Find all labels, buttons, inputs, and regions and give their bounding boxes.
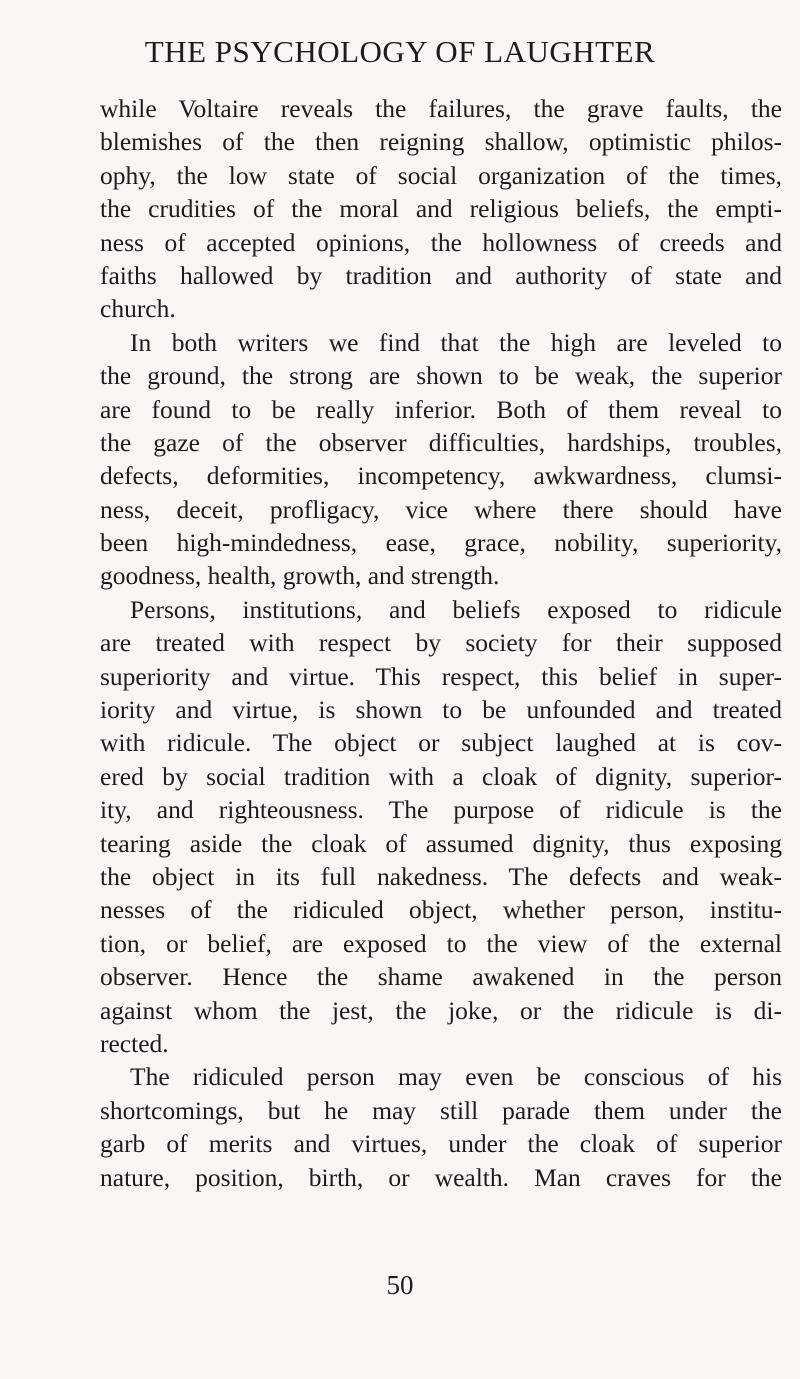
text-line: garb of merits and virtues, under the cloak of superior [100, 1129, 782, 1159]
text-line: are treated with respect by society for their supposed [100, 628, 782, 658]
text-line: observer. Hence the shame awakened in the person [100, 962, 782, 992]
body-text [100, 92, 782, 1194]
page-number: 50 [386, 1270, 414, 1300]
paragraph [100, 1060, 782, 1194]
text-line: with ridicule. The object or subject laughed at is cov- [100, 728, 782, 758]
text-line: been high-mindedness, ease, grace, nobility, superiority, [100, 528, 782, 558]
text-line: defects, deformities, incompetency, awkwardness, clumsi- [100, 461, 782, 491]
paragraph [100, 326, 782, 593]
text-line: while Voltaire reveals the failures, the grave faults, the [100, 94, 782, 123]
text-line: the crudities of the moral and religious beliefs, the empti- [100, 194, 782, 224]
text-line: rected. [100, 1028, 169, 1058]
paragraph [100, 92, 782, 326]
running-head: THE PSYCHOLOGY OF LAUGHTER [144, 34, 656, 69]
text-line: ness of accepted opinions, the hollowness of creeds and [100, 227, 782, 257]
paragraph [100, 593, 782, 1060]
text-line: Persons, institutions, and beliefs exposed to ridicule [130, 594, 782, 624]
text-line: iority and virtue, is shown to be unfounded and treated [100, 695, 782, 725]
text-line: are found to be really inferior. Both of them reveal to [100, 394, 782, 424]
text-line: ered by social tradition with a cloak of dignity, superior- [100, 761, 782, 791]
text-line: nesses of the ridiculed object, whether person, institu- [100, 895, 782, 925]
text-line: ity, and righteousness. The purpose of ridicule is the [100, 795, 782, 825]
text-line: the object in its full nakedness. The defects and weak- [100, 861, 782, 891]
text-line: In both writers we find that the high are leveled to [130, 327, 782, 357]
text-line: superiority and virtue. This respect, this belief in super- [100, 661, 782, 691]
text-line: against whom the jest, the joke, or the ridicule is di- [100, 995, 782, 1025]
text-line: shortcomings, but he may still parade them under the [100, 1095, 782, 1125]
text-line: ophy, the low state of social organization of the times, [100, 160, 782, 190]
text-line: the ground, the strong are shown to be weak, the superior [100, 361, 782, 391]
text-line: The ridiculed person may even be conscious of his [130, 1062, 782, 1092]
text-line: the gaze of the observer difficulties, hardships, troubles, [100, 427, 782, 457]
text-line: faiths hallowed by tradition and authority of state and [100, 260, 782, 290]
text-line: church. [100, 294, 176, 324]
text-line: tion, or belief, are exposed to the view of the external [100, 928, 782, 958]
text-line: tearing aside the cloak of assumed dignity, thus exposing [100, 828, 782, 858]
text-line: ness, deceit, profligacy, vice where there should have [100, 494, 782, 524]
text-line: goodness, health, growth, and strength. [100, 561, 500, 591]
text-line: blemishes of the then reigning shallow, optimistic philos- [100, 127, 782, 157]
text-line: nature, position, birth, or wealth. Man craves for the [100, 1162, 782, 1192]
